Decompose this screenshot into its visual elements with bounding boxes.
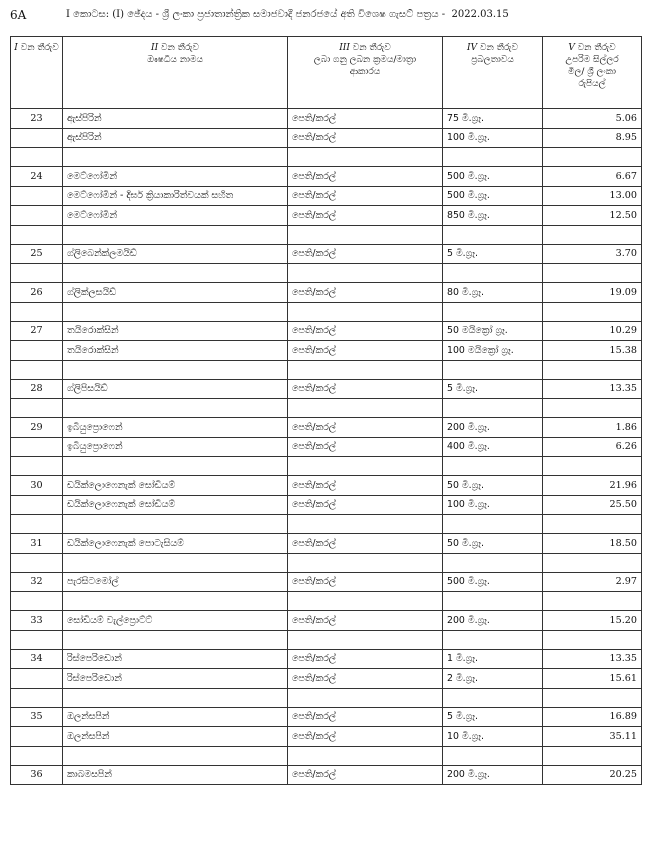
- table-row: [11, 206, 642, 226]
- item-number-cell: 34: [11, 649, 63, 669]
- page-number: 6A: [10, 8, 27, 22]
- empty-cell: [63, 302, 288, 321]
- strength-cell: 200 මි.ග්‍රෑ.: [443, 611, 543, 631]
- spacer-row: [11, 457, 642, 476]
- drug-name-cell: ඩයික්ලොෆෙනැක් පොටැසියම්: [63, 534, 288, 554]
- drug-name-cell: රිස්පෙරිඩොන්: [63, 649, 288, 669]
- col2-header: II වන තීරුව ඖෂධීය නාමය: [63, 37, 288, 109]
- max-price-cell: 13.35: [543, 649, 642, 669]
- table-row: [11, 244, 642, 264]
- table-row: [11, 128, 642, 148]
- col5-header: V වන තීරුව උපරිම සිල්ලර මිල/ ශ්‍රී ලංකා රුපියල්: [543, 37, 642, 109]
- drug-name-cell: ඇස්පිරින්: [63, 128, 288, 148]
- drug-name-cell: ඩයික්ලොෆෙනැක් සෝඩියම්: [63, 476, 288, 496]
- item-number-cell: 28: [11, 379, 63, 399]
- spacer-row: [11, 148, 642, 167]
- strength-cell: 200 මි.ග්‍රෑ.: [443, 765, 543, 785]
- max-price-cell: 13.35: [543, 379, 642, 399]
- table-row: [11, 418, 642, 438]
- drug-name-cell: ඉබියුප්‍රොෆෙන්: [63, 418, 288, 438]
- max-price-cell: 6.26: [543, 437, 642, 457]
- dosage-form-cell: පෙති/කරල්: [288, 341, 443, 361]
- col3-header: III වන තීරුව ලබා ගනු ලබන ක්‍රමය/මාත්‍රා ආකාරය: [288, 37, 443, 109]
- drug-name-cell: ග්ලිපිසයිඩ්: [63, 379, 288, 399]
- dosage-form-cell: පෙති/කරල්: [288, 495, 443, 515]
- item-number-cell: [11, 186, 63, 206]
- empty-cell: [11, 264, 63, 283]
- dosage-form-cell: පෙති/කරල්: [288, 321, 443, 341]
- strength-cell: 5 මි.ග්‍රෑ.: [443, 707, 543, 727]
- empty-cell: [543, 630, 642, 649]
- empty-cell: [63, 225, 288, 244]
- col4-header: IV වන තීරුව ප්‍රබලතාවය: [443, 37, 543, 109]
- strength-cell: 100 මයික්‍රෝ ග්‍රෑ.: [443, 341, 543, 361]
- max-price-cell: 13.00: [543, 186, 642, 206]
- empty-cell: [11, 630, 63, 649]
- empty-cell: [543, 264, 642, 283]
- dosage-form-cell: පෙති/කරල්: [288, 476, 443, 496]
- empty-cell: [288, 225, 443, 244]
- item-number-cell: 25: [11, 244, 63, 264]
- table-row: [11, 765, 642, 785]
- empty-cell: [11, 360, 63, 379]
- strength-cell: 50 මි.ග්‍රෑ.: [443, 476, 543, 496]
- table-row: [11, 669, 642, 689]
- max-price-cell: 3.70: [543, 244, 642, 264]
- empty-cell: [288, 360, 443, 379]
- empty-cell: [11, 399, 63, 418]
- table-body: [11, 109, 642, 785]
- empty-cell: [63, 688, 288, 707]
- strength-cell: 500 මි.ග්‍රෑ.: [443, 167, 543, 187]
- table-row: [11, 167, 642, 187]
- empty-cell: [443, 302, 543, 321]
- table-row: [11, 649, 642, 669]
- empty-cell: [288, 148, 443, 167]
- max-price-cell: 10.29: [543, 321, 642, 341]
- empty-cell: [11, 457, 63, 476]
- drug-name-cell: ග්ලිබෙන්ක්ලමයිඩ්: [63, 244, 288, 264]
- spacer-row: [11, 225, 642, 244]
- empty-cell: [543, 302, 642, 321]
- dosage-form-cell: පෙති/කරල්: [288, 283, 443, 303]
- table-row: [11, 283, 642, 303]
- spacer-row: [11, 592, 642, 611]
- item-number-cell: 36: [11, 765, 63, 785]
- empty-cell: [443, 225, 543, 244]
- max-price-cell: 16.89: [543, 707, 642, 727]
- drug-name-cell: රිස්පෙරිඩොන්: [63, 669, 288, 689]
- spacer-row: [11, 688, 642, 707]
- item-number-cell: 30: [11, 476, 63, 496]
- strength-cell: 5 මි.ග්‍රෑ.: [443, 244, 543, 264]
- empty-cell: [288, 457, 443, 476]
- dosage-form-cell: පෙති/කරල්: [288, 669, 443, 689]
- max-price-cell: 8.95: [543, 128, 642, 148]
- dosage-form-cell: පෙති/කරල්: [288, 765, 443, 785]
- max-price-cell: 18.50: [543, 534, 642, 554]
- strength-cell: 500 මි.ග්‍රෑ.: [443, 186, 543, 206]
- empty-cell: [443, 360, 543, 379]
- empty-cell: [11, 746, 63, 765]
- spacer-row: [11, 360, 642, 379]
- col1-header: I වන තීරුව: [11, 37, 63, 109]
- drug-name-cell: සෝඩියම් වැල්ප්‍රොට්ට්: [63, 611, 288, 631]
- table-row: [11, 495, 642, 515]
- item-number-cell: [11, 341, 63, 361]
- empty-cell: [63, 399, 288, 418]
- item-number-cell: [11, 437, 63, 457]
- empty-cell: [288, 592, 443, 611]
- dosage-form-cell: පෙති/කරල්: [288, 128, 443, 148]
- drug-name-cell: ඇස්පිරින්: [63, 109, 288, 129]
- empty-cell: [543, 515, 642, 534]
- dosage-form-cell: පෙති/කරල්: [288, 649, 443, 669]
- item-number-cell: 26: [11, 283, 63, 303]
- drug-name-cell: ග්ලික්ලසයිඩ්: [63, 283, 288, 303]
- empty-cell: [63, 553, 288, 572]
- drug-name-cell: කාබමසපින්: [63, 765, 288, 785]
- empty-cell: [11, 553, 63, 572]
- empty-cell: [443, 688, 543, 707]
- empty-cell: [63, 360, 288, 379]
- drug-name-cell: ඉබියුප්‍රොෆෙන්: [63, 437, 288, 457]
- item-number-cell: 33: [11, 611, 63, 631]
- drug-name-cell: ඔලන්සපින්: [63, 707, 288, 727]
- drug-name-cell: මෙට්ෆෝමින්: [63, 206, 288, 226]
- max-price-cell: 20.25: [543, 765, 642, 785]
- max-price-cell: 19.09: [543, 283, 642, 303]
- empty-cell: [63, 515, 288, 534]
- dosage-form-cell: පෙති/කරල්: [288, 206, 443, 226]
- drug-name-cell: මෙට්ෆෝමින්: [63, 167, 288, 187]
- dosage-form-cell: පෙති/කරල්: [288, 727, 443, 747]
- strength-cell: 100 මි.ග්‍රෑ.: [443, 495, 543, 515]
- max-price-cell: 2.97: [543, 572, 642, 592]
- empty-cell: [443, 148, 543, 167]
- empty-cell: [63, 746, 288, 765]
- empty-cell: [443, 630, 543, 649]
- empty-cell: [11, 302, 63, 321]
- empty-cell: [63, 630, 288, 649]
- empty-cell: [11, 688, 63, 707]
- dosage-form-cell: පෙති/කරල්: [288, 707, 443, 727]
- drug-name-cell: තයිරොක්සින්: [63, 321, 288, 341]
- table-row: [11, 186, 642, 206]
- gazette-date: 2022.03.15: [451, 9, 509, 20]
- empty-cell: [288, 630, 443, 649]
- item-number-cell: 35: [11, 707, 63, 727]
- drug-name-cell: ඔලන්සපින්: [63, 727, 288, 747]
- max-price-cell: 21.96: [543, 476, 642, 496]
- empty-cell: [63, 592, 288, 611]
- page-header: [6, 4, 640, 24]
- strength-cell: 100 මි.ග්‍රෑ.: [443, 128, 543, 148]
- item-number-cell: [11, 669, 63, 689]
- empty-cell: [443, 746, 543, 765]
- dosage-form-cell: පෙති/කරල්: [288, 437, 443, 457]
- strength-cell: 200 මි.ග්‍රෑ.: [443, 418, 543, 438]
- empty-cell: [443, 553, 543, 572]
- empty-cell: [543, 360, 642, 379]
- max-price-cell: 15.61: [543, 669, 642, 689]
- dosage-form-cell: පෙති/කරල්: [288, 572, 443, 592]
- empty-cell: [543, 457, 642, 476]
- table-header-row: [11, 37, 642, 109]
- table-row: [11, 611, 642, 631]
- item-number-cell: [11, 727, 63, 747]
- empty-cell: [288, 399, 443, 418]
- empty-cell: [443, 457, 543, 476]
- strength-cell: 1 මි.ග්‍රෑ.: [443, 649, 543, 669]
- strength-cell: 5 මි.ග්‍රෑ.: [443, 379, 543, 399]
- strength-cell: 500 මි.ග්‍රෑ.: [443, 572, 543, 592]
- empty-cell: [288, 302, 443, 321]
- table-row: [11, 437, 642, 457]
- item-number-cell: 27: [11, 321, 63, 341]
- empty-cell: [543, 688, 642, 707]
- empty-cell: [288, 688, 443, 707]
- empty-cell: [288, 515, 443, 534]
- price-schedule-table: [10, 36, 642, 785]
- table-row: [11, 109, 642, 129]
- item-number-cell: 24: [11, 167, 63, 187]
- empty-cell: [543, 225, 642, 244]
- empty-cell: [443, 264, 543, 283]
- dosage-form-cell: පෙති/කරල්: [288, 534, 443, 554]
- dosage-form-cell: පෙති/කරල්: [288, 611, 443, 631]
- empty-cell: [63, 148, 288, 167]
- spacer-row: [11, 302, 642, 321]
- drug-name-cell: මෙට්ෆෝමින් - දිර්ඝ ක්‍රියාකාරිත්වයක් සහිත: [63, 186, 288, 206]
- max-price-cell: 25.50: [543, 495, 642, 515]
- dosage-form-cell: පෙති/කරල්: [288, 379, 443, 399]
- max-price-cell: 15.20: [543, 611, 642, 631]
- strength-cell: 850 මි.ග්‍රෑ.: [443, 206, 543, 226]
- strength-cell: 80 මි.ග්‍රෑ.: [443, 283, 543, 303]
- max-price-cell: 5.06: [543, 109, 642, 129]
- table-row: [11, 476, 642, 496]
- table-row: [11, 572, 642, 592]
- strength-cell: 50 මි.ග්‍රෑ.: [443, 534, 543, 554]
- dosage-form-cell: පෙති/කරල්: [288, 418, 443, 438]
- spacer-row: [11, 746, 642, 765]
- dosage-form-cell: පෙති/කරල්: [288, 186, 443, 206]
- max-price-cell: 15.38: [543, 341, 642, 361]
- strength-cell: 50 මයික්‍රෝ ග්‍රෑ.: [443, 321, 543, 341]
- max-price-cell: 1.86: [543, 418, 642, 438]
- empty-cell: [543, 399, 642, 418]
- spacer-row: [11, 630, 642, 649]
- drug-name-cell: පැරසිටමෝල්: [63, 572, 288, 592]
- dosage-form-cell: පෙති/කරල්: [288, 244, 443, 264]
- dosage-form-cell: පෙති/කරල්: [288, 109, 443, 129]
- strength-cell: 2 මි.ග්‍රෑ.: [443, 669, 543, 689]
- empty-cell: [288, 746, 443, 765]
- spacer-row: [11, 264, 642, 283]
- table-row: [11, 379, 642, 399]
- empty-cell: [443, 399, 543, 418]
- max-price-cell: 12.50: [543, 206, 642, 226]
- dosage-form-cell: පෙති/කරල්: [288, 167, 443, 187]
- empty-cell: [543, 553, 642, 572]
- empty-cell: [11, 148, 63, 167]
- drug-name-cell: ඩයික්ලොෆෙනැක් සෝඩියම්: [63, 495, 288, 515]
- empty-cell: [63, 457, 288, 476]
- gazette-title-text: I කොටස: (I) ඡේදය - ශ්‍රී ලංකා ප්‍රජාතාන්ත්‍රික සමාජවාදී ජනරජයේ අති විශෙෂ ගැසට් පත්‍රය -: [66, 9, 446, 20]
- empty-cell: [11, 225, 63, 244]
- item-number-cell: [11, 206, 63, 226]
- table-row: [11, 534, 642, 554]
- empty-cell: [288, 264, 443, 283]
- max-price-cell: 6.67: [543, 167, 642, 187]
- gazette-title: [66, 9, 509, 20]
- strength-cell: 75 මි.ග්‍රෑ.: [443, 109, 543, 129]
- table-row: [11, 341, 642, 361]
- strength-cell: 10 මි.ග්‍රෑ.: [443, 727, 543, 747]
- table-row: [11, 321, 642, 341]
- empty-cell: [543, 592, 642, 611]
- item-number-cell: 29: [11, 418, 63, 438]
- empty-cell: [543, 148, 642, 167]
- item-number-cell: 31: [11, 534, 63, 554]
- item-number-cell: [11, 495, 63, 515]
- empty-cell: [443, 592, 543, 611]
- item-number-cell: 32: [11, 572, 63, 592]
- spacer-row: [11, 399, 642, 418]
- empty-cell: [288, 553, 443, 572]
- empty-cell: [63, 264, 288, 283]
- item-number-cell: 23: [11, 109, 63, 129]
- max-price-cell: 35.11: [543, 727, 642, 747]
- spacer-row: [11, 515, 642, 534]
- table-row: [11, 727, 642, 747]
- empty-cell: [11, 592, 63, 611]
- drug-name-cell: තයිරොක්සින්: [63, 341, 288, 361]
- strength-cell: 400 මි.ග්‍රෑ.: [443, 437, 543, 457]
- empty-cell: [11, 515, 63, 534]
- spacer-row: [11, 553, 642, 572]
- table-row: [11, 707, 642, 727]
- item-number-cell: [11, 128, 63, 148]
- empty-cell: [543, 746, 642, 765]
- empty-cell: [443, 515, 543, 534]
